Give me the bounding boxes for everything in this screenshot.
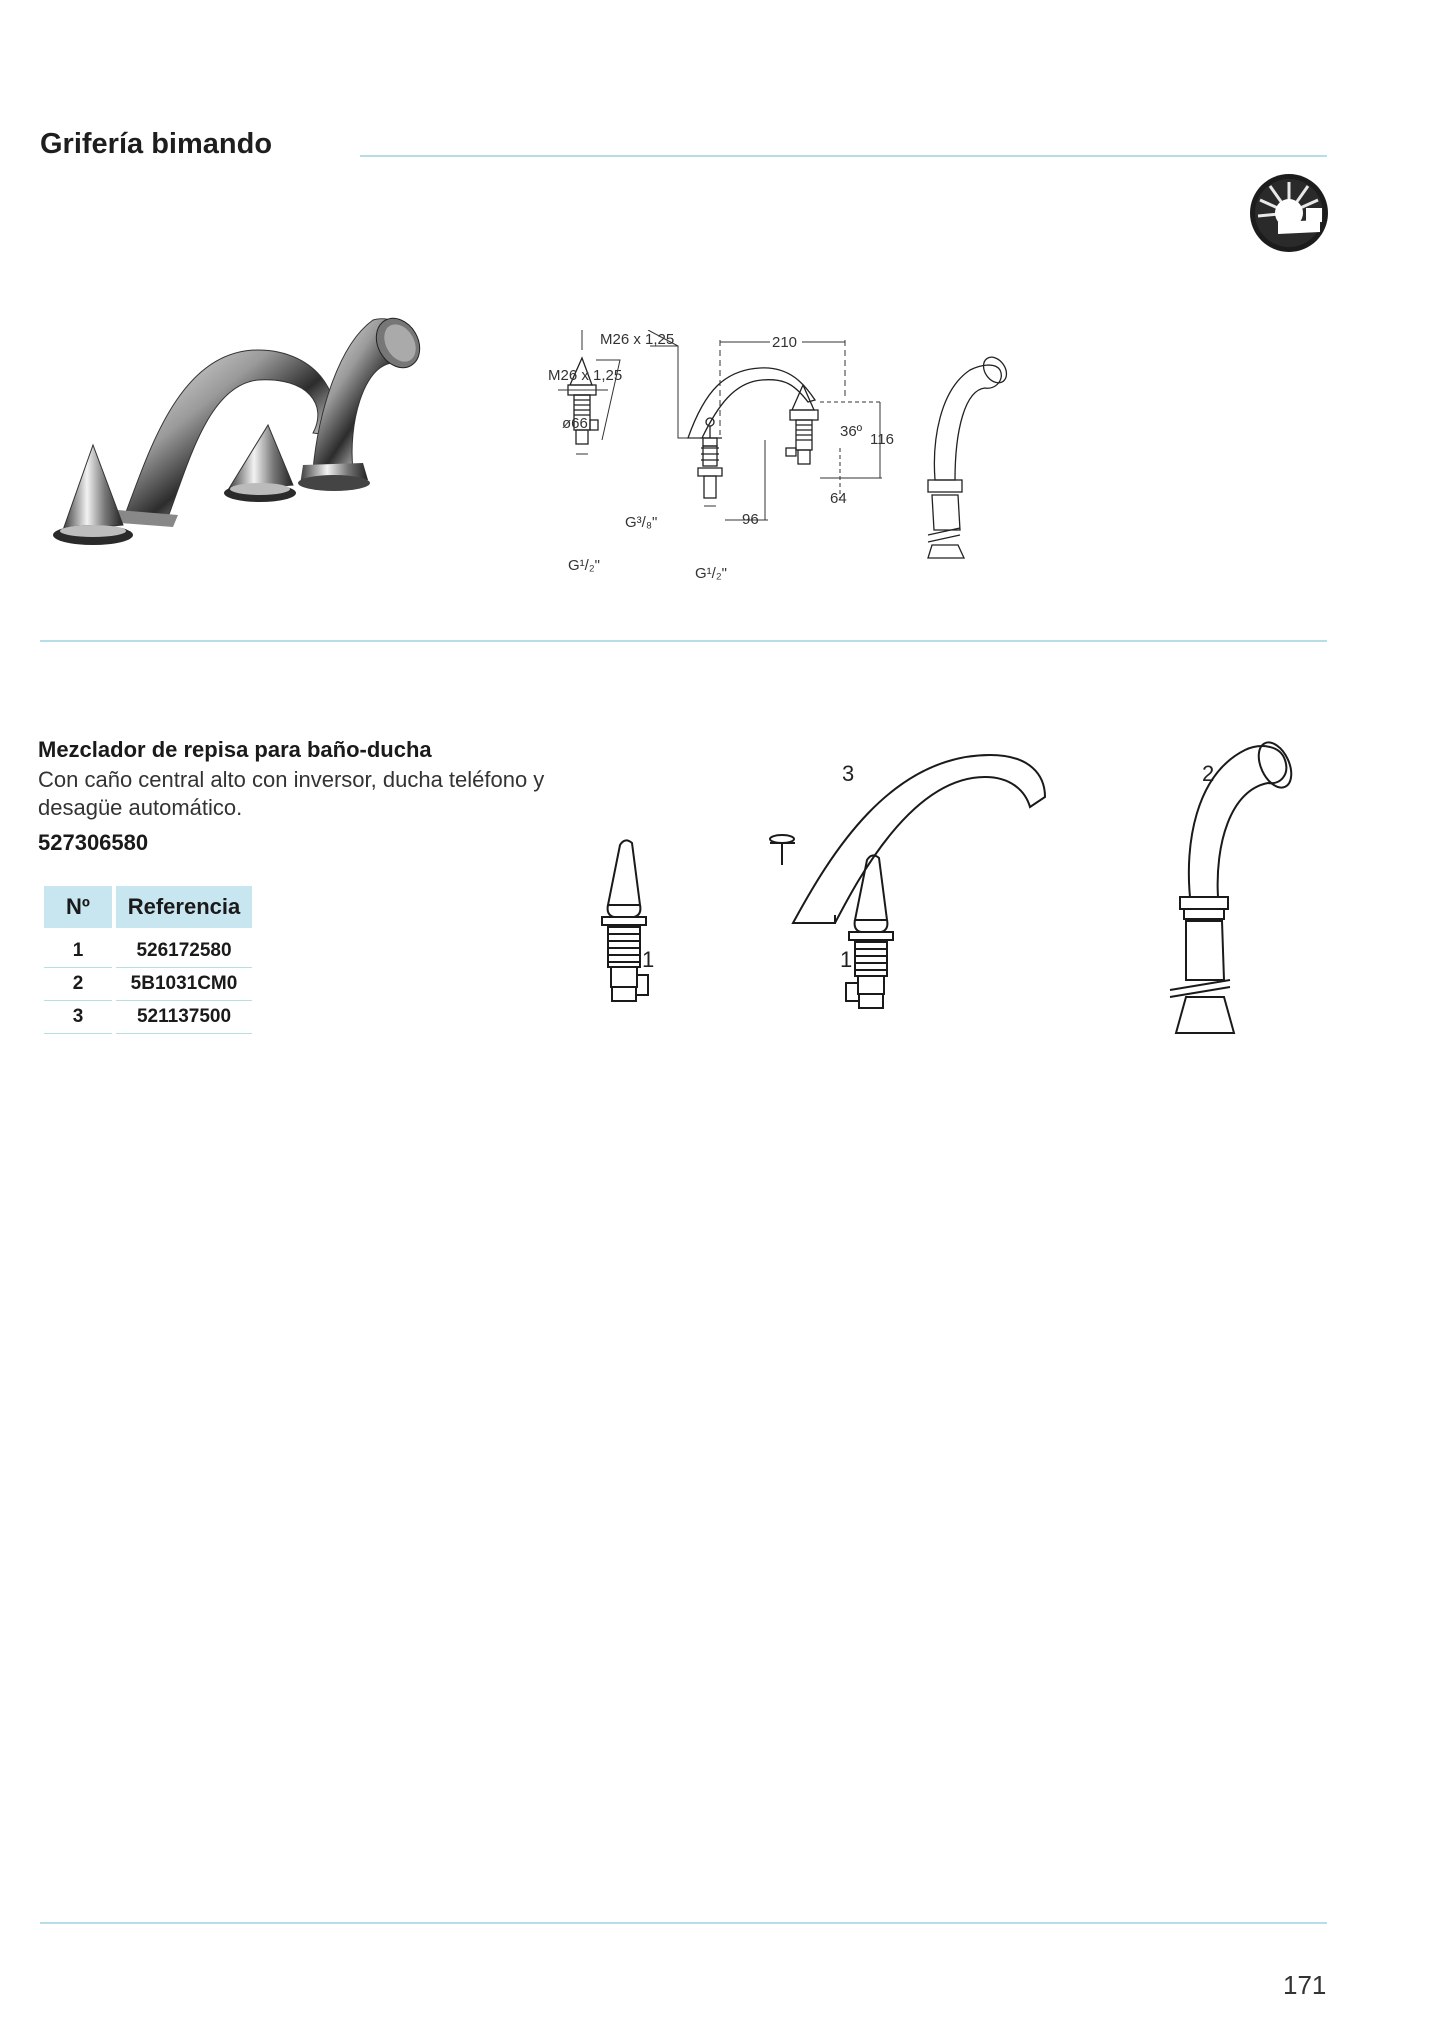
thread-label-top: M26 x 1,25	[600, 331, 675, 348]
page-number: 171	[1283, 1970, 1327, 2000]
callout-valve-right: 1	[840, 947, 853, 972]
reference-table	[40, 886, 256, 1034]
g12-center-label: G¹/₂"	[695, 565, 727, 582]
page-title: Grifería bimando	[40, 128, 273, 160]
section-divider	[40, 640, 1327, 642]
callout-valve-left: 1	[642, 947, 655, 972]
footer-divider	[40, 1922, 1327, 1924]
dimension-210: 210	[772, 334, 798, 351]
angle-label: 36º	[840, 423, 863, 440]
dimension-116: 116	[870, 431, 894, 448]
row-number: 3	[44, 1001, 112, 1034]
thread-label-second: M26 x 1,25	[548, 367, 623, 384]
table-row	[44, 968, 252, 1001]
diameter-label: ø66	[562, 415, 588, 432]
row-reference: 521137500	[116, 1001, 252, 1034]
row-reference: 526172580	[116, 928, 252, 968]
g38-label: G³/₈"	[625, 514, 658, 531]
row-number: 2	[44, 968, 112, 1001]
exploded-parts-drawing	[590, 735, 1350, 1045]
product-name: Mezclador de repisa para baño-ducha	[38, 737, 432, 762]
table-header-no: Nº	[44, 886, 112, 928]
callout-spout: 3	[842, 761, 855, 786]
row-reference: 5B1031CM0	[116, 968, 252, 1001]
product-description: Con caño central alto con inversor, ducha teléfono y desagüe automático.	[38, 767, 545, 820]
g12-left-label: G¹/₂"	[568, 557, 600, 574]
callout-shower: 2	[1202, 761, 1215, 786]
dimension-96: 96	[742, 511, 759, 528]
table-header-reference: Referencia	[116, 886, 252, 928]
technical-drawing	[540, 330, 1060, 595]
sun-shower-badge-icon	[1248, 172, 1330, 254]
dimension-64: 64	[830, 490, 847, 507]
title-divider	[360, 155, 1327, 157]
product-code: 527306580	[38, 830, 149, 855]
table-row	[44, 1001, 252, 1034]
product-photo	[28, 305, 458, 560]
table-row	[44, 928, 252, 968]
row-number: 1	[44, 928, 112, 968]
